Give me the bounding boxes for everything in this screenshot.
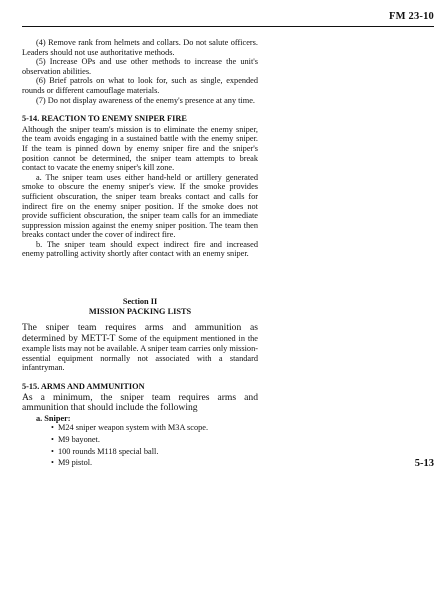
list-item: • M9 bayonet. <box>58 435 258 445</box>
section-title: MISSION PACKING LISTS <box>88 307 192 317</box>
section-5-14-body: Although the sniper team's mission is to eliminate the enemy sniper, the team avoids engaging in a sustained battle with the enemy sniper. If the team is pinned down by enemy sniper fire and the sniper's position cannot be determined, the sniper team attempts to break contact to vacate the enemy sniper's kill zone. <box>22 124 258 173</box>
sniper-sub-label-text: a. Sniper: <box>36 413 71 423</box>
sniper-equipment-list <box>22 423 258 467</box>
page-content <box>22 38 258 470</box>
section-5-15-heading: 5-15. ARMS AND AMMUNITION <box>22 382 145 392</box>
section-ii-intro-rest: Some of the equipment mentioned in the example lists may not be available. A sniper team carries only mission-essential equipment normally not associated with a standard infantryman. <box>22 333 258 373</box>
section-5-15-intro: As a minimum, the sniper team requires arms and ammunition that should include the following <box>22 391 258 414</box>
list-item-6: (6) Brief patrols on what to look for, such as single, expended rounds or different camouflage materials. <box>22 76 258 95</box>
section-5-14-heading: 5-14. REACTION TO ENEMY SNIPER FIRE <box>22 114 187 124</box>
section-ii-intro <box>22 323 258 373</box>
manual-id-header: FM 23-10 <box>388 11 434 22</box>
page-number: 5-13 <box>414 458 434 469</box>
section-5-14-item-b: b. The sniper team should expect indirect fire and increased enemy patrolling activity shortly after contact with an enemy sniper. <box>22 239 258 259</box>
list-item: • M9 pistol. <box>58 458 258 468</box>
header-rule <box>22 26 434 27</box>
section-5-14-item-a: a. The sniper team uses either hand-held or artillery generated smoke to obscure the enemy sniper's view. If the smoke provides sufficient obscuration, the sniper team breaks contact and calls for indirect fire on the enemy sniper position. If the smoke does not provide sufficient obscuration, the sniper team calls for an immediate suppression mission against the enemy sniper position. The team then breaks contact under the cover of indirect fire. <box>22 172 258 240</box>
list-item-7: (7) Do not display awareness of the enemy's presence at any time. <box>36 95 255 105</box>
sniper-sub-label <box>22 414 258 424</box>
section-number: Section II <box>122 297 158 307</box>
list-item: • 100 rounds M118 special ball. <box>58 447 258 457</box>
list-item-5: (5) Increase OPs and use other methods to increase the unit's observation abilities. <box>22 57 258 76</box>
section-ii-title-block <box>22 297 258 317</box>
section-ii-intro-lead: The sniper team requires arms and ammunition as determined by METT-T <box>22 322 258 344</box>
list-item: • M24 sniper weapon system with M3A scope. <box>58 423 258 433</box>
list-item-4: (4) Remove rank from helmets and collars. Do not salute officers. Leaders should not use authoritative methods. <box>22 38 258 57</box>
